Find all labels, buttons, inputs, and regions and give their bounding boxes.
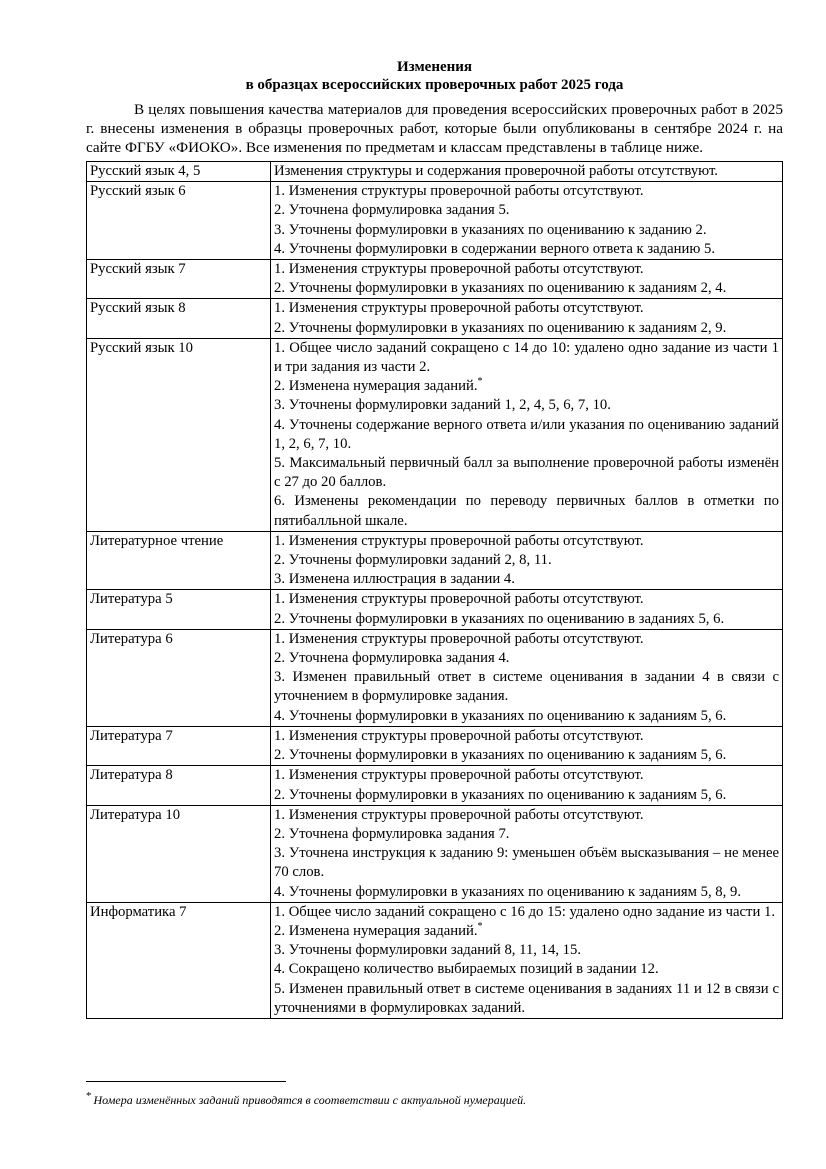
changes-cell <box>271 726 783 765</box>
change-item <box>274 260 779 279</box>
document-title <box>86 58 783 94</box>
change-item-text: 2. Изменена нумерация заданий. <box>274 922 478 939</box>
change-item <box>274 240 779 259</box>
change-item-text: 2. Уточнены формулировки в указаниях по оцениванию к заданиям 5, 6. <box>274 747 727 764</box>
change-item-text: 1. Общее число заданий сокращено с 16 до 15: удалено одно задание из части 1. <box>274 903 775 920</box>
footnote-separator <box>86 1081 286 1082</box>
change-item-text: 4. Уточнены содержание верного ответа и/или указания по оцениванию заданий 1, 2, 6, 7, 10. <box>274 416 779 452</box>
change-item <box>274 454 779 492</box>
change-item-text: Изменения структуры и содержания проверочной работы отсутствуют. <box>274 163 718 179</box>
change-item-text: 1. Изменения структуры проверочной работы отсутствуют. <box>274 767 644 784</box>
subject-cell: Информатика 7 <box>87 902 271 1018</box>
changes-cell <box>271 338 783 531</box>
change-item <box>274 182 779 201</box>
table-row <box>87 162 783 182</box>
change-item <box>274 883 779 902</box>
change-item-text: 1. Изменения структуры проверочной работы отсутствуют. <box>274 183 644 200</box>
change-item <box>274 649 779 668</box>
change-item-text: 5. Изменен правильный ответ в системе оценивания в заданиях 11 и 12 в связи с уточнениями в формулировках заданий. <box>274 980 779 1016</box>
change-item-text: 2. Изменена нумерация заданий. <box>274 378 478 395</box>
change-item <box>274 339 779 377</box>
change-item <box>274 903 779 922</box>
change-item-text: 1. Изменения структуры проверочной работы отсутствуют. <box>274 532 644 549</box>
change-item <box>274 610 779 629</box>
title-line-1: Изменения <box>396 59 473 75</box>
changes-cell <box>271 902 783 1018</box>
change-item-text: 2. Уточнены формулировки заданий 2, 8, 11. <box>274 552 552 569</box>
change-item <box>274 786 779 805</box>
change-item <box>274 319 779 338</box>
change-item <box>274 590 779 609</box>
change-item-text: 1. Изменения структуры проверочной работы отсутствуют. <box>274 727 644 744</box>
change-item <box>274 668 779 706</box>
change-item <box>274 570 779 589</box>
footnote-marker: * <box>86 1090 92 1102</box>
change-item-text: 3. Изменен правильный ответ в системе оценивания в задании 4 в связи с уточнением в формулировке задания. <box>274 669 779 705</box>
change-item-text: 4. Уточнены формулировки в указаниях по оцениванию к заданиям 5, 6. <box>274 707 727 724</box>
change-item-text: 2. Уточнены формулировки в указаниях по оцениванию к заданиям 2, 9. <box>274 319 727 336</box>
subject-cell: Литература 8 <box>87 766 271 805</box>
change-item-text: 1. Изменения структуры проверочной работы отсутствуют. <box>274 261 644 278</box>
table-row <box>87 260 783 299</box>
change-item <box>274 201 779 220</box>
change-item-text: 1. Изменения структуры проверочной работы отсутствуют. <box>274 630 644 647</box>
change-item <box>274 941 779 960</box>
footnote-reference: * <box>477 921 483 933</box>
change-item <box>274 299 779 318</box>
change-item-text: 3. Уточнены формулировки заданий 8, 11, 14, 15. <box>274 942 582 959</box>
subject-cell: Русский язык 8 <box>87 299 271 338</box>
subject-cell: Русский язык 7 <box>87 260 271 299</box>
change-item-text: 2. Уточнены формулировки в указаниях по оцениванию к заданиям 2, 4. <box>274 280 727 297</box>
subject-cell: Литература 10 <box>87 805 271 902</box>
subject-cell: Литература 7 <box>87 726 271 765</box>
table-row <box>87 805 783 902</box>
changes-cell <box>271 805 783 902</box>
change-item-text: 6. Изменены рекомендации по переводу первичных баллов в отметки по пятибалльной шкале. <box>274 493 779 529</box>
change-item-text: 1. Изменения структуры проверочной работы отсутствуют. <box>274 806 644 823</box>
change-item <box>274 806 779 825</box>
table-row <box>87 590 783 629</box>
footnote-reference: * <box>477 376 483 388</box>
change-item-text: 2. Уточнена формулировка задания 5. <box>274 202 510 219</box>
table-row <box>87 299 783 338</box>
change-item-text: 2. Уточнена формулировка задания 7. <box>274 825 510 842</box>
table-row <box>87 531 783 590</box>
table-row <box>87 902 783 1018</box>
subject-cell: Литературное чтение <box>87 531 271 590</box>
change-item <box>274 922 779 941</box>
change-item <box>274 162 779 181</box>
changes-cell <box>271 766 783 805</box>
change-item-text: 3. Уточнены формулировки в указаниях по оцениванию к заданию 2. <box>274 221 707 238</box>
change-item <box>274 279 779 298</box>
table-row <box>87 629 783 726</box>
change-item <box>274 532 779 551</box>
subject-cell: Русский язык 4, 5 <box>87 162 271 182</box>
changes-cell <box>271 182 783 260</box>
subject-cell: Русский язык 6 <box>87 182 271 260</box>
table-row <box>87 338 783 531</box>
change-item-text: 4. Уточнены формулировки в содержании верного ответа к заданию 5. <box>274 240 716 257</box>
change-item <box>274 766 779 785</box>
change-item <box>274 825 779 844</box>
change-item <box>274 727 779 746</box>
change-item-text: 3. Уточнена инструкция к заданию 9: уменьшен объём высказывания – не менее 70 слов. <box>274 845 779 881</box>
subject-cell: Литература 6 <box>87 629 271 726</box>
changes-cell <box>271 260 783 299</box>
changes-cell <box>271 629 783 726</box>
change-item <box>274 630 779 649</box>
change-item-text: 3. Уточнены формулировки заданий 1, 2, 4, 5, 6, 7, 10. <box>274 397 611 414</box>
changes-cell <box>271 162 783 182</box>
change-item <box>274 746 779 765</box>
table-row <box>87 726 783 765</box>
change-item-text: 3. Изменена иллюстрация в задании 4. <box>274 571 515 588</box>
change-item-text: 5. Максимальный первичный балл за выполнение проверочной работы изменён с 27 до 20 баллов. <box>274 455 779 491</box>
change-item-text: 4. Уточнены формулировки в указаниях по оцениванию к заданиям 5, 8, 9. <box>274 883 741 900</box>
footnote <box>86 1092 526 1108</box>
change-item <box>274 221 779 240</box>
change-item <box>274 377 779 396</box>
change-item <box>274 396 779 415</box>
change-item <box>274 960 779 979</box>
table-row <box>87 766 783 805</box>
change-item-text: 4. Сокращено количество выбираемых позиций в задании 12. <box>274 961 659 978</box>
table-row <box>87 182 783 260</box>
change-item <box>274 980 779 1018</box>
changes-table-body <box>87 162 783 1019</box>
changes-cell <box>271 590 783 629</box>
document-page <box>86 58 783 1019</box>
change-item <box>274 492 779 530</box>
intro-paragraph: В целях повышения качества материалов для проведения всероссийских проверочных работ в 2025 г. внесены изменения в образцы проверочных работ, которые были опубликованы в сентябре 2024 г. на сайте ФГБУ «ФИОКО». Все изменения по предметам и классам представлены в таблице ниже. <box>86 101 783 156</box>
change-item-text: 2. Уточнены формулировки в указаниях по оцениванию к заданиям 5, 6. <box>274 786 727 803</box>
change-item-text: 1. Изменения структуры проверочной работы отсутствуют. <box>274 591 644 608</box>
changes-cell <box>271 531 783 590</box>
change-item-text: 1. Изменения структуры проверочной работы отсутствуют. <box>274 300 644 317</box>
subject-cell: Литература 5 <box>87 590 271 629</box>
change-item <box>274 707 779 726</box>
changes-cell <box>271 299 783 338</box>
change-item-text: 2. Уточнены формулировки в указаниях по оцениванию в заданиях 5, 6. <box>274 610 725 627</box>
changes-table <box>86 161 783 1019</box>
change-item <box>274 844 779 882</box>
footnote-text: Номера изменённых заданий приводятся в соответствии с актуальной нумерацией. <box>93 1093 527 1107</box>
subject-cell: Русский язык 10 <box>87 338 271 531</box>
change-item <box>274 416 779 454</box>
change-item-text: 2. Уточнена формулировка задания 4. <box>274 650 510 667</box>
change-item-text: 1. Общее число заданий сокращено с 14 до 10: удалено одно задание из части 1 и три задания из части 2. <box>274 339 779 376</box>
title-line-2: в образцах всероссийских проверочных работ 2025 года <box>245 77 624 93</box>
change-item <box>274 551 779 570</box>
